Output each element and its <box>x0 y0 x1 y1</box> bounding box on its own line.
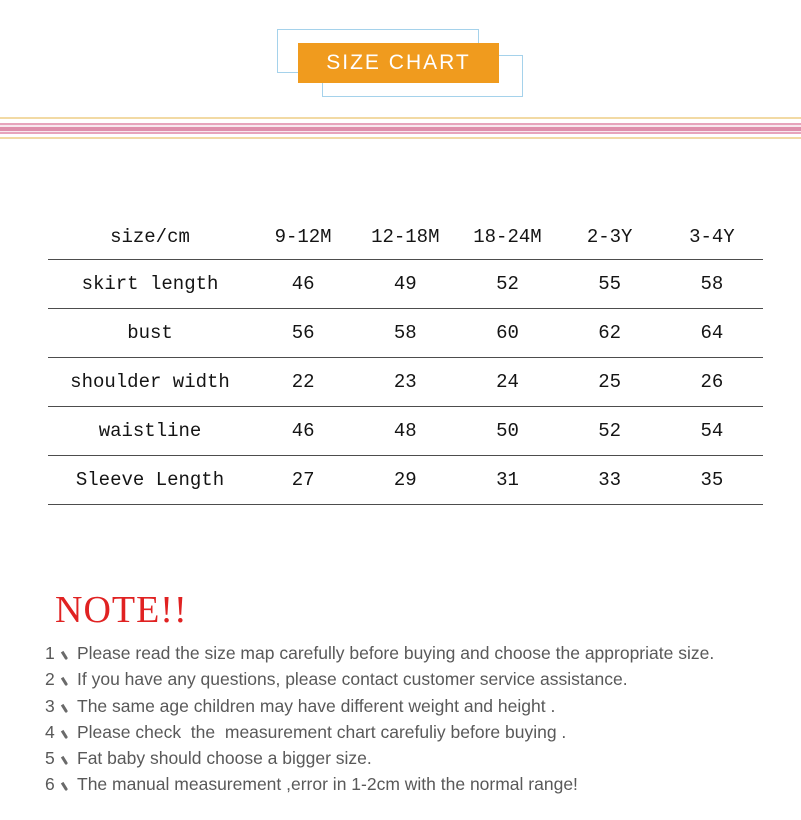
size-table-head <box>48 214 763 260</box>
measurement-value: 48 <box>354 407 456 456</box>
ribbon-stripe <box>0 137 801 139</box>
size-table-header-row <box>48 214 763 260</box>
note-item <box>45 745 714 771</box>
note-number: 1 <box>45 643 55 663</box>
row-label: shoulder width <box>48 358 252 407</box>
measurement-value: 25 <box>559 358 661 407</box>
measurement-value: 62 <box>559 309 661 358</box>
measurement-value: 46 <box>252 260 354 309</box>
note-title: NOTE!! <box>55 589 188 631</box>
note-item <box>45 666 714 692</box>
measurement-value: 55 <box>559 260 661 309</box>
note-item <box>45 771 714 797</box>
row-label: bust <box>48 309 252 358</box>
note-list <box>45 640 714 798</box>
table-row <box>48 407 763 456</box>
table-row <box>48 260 763 309</box>
measurement-value: 46 <box>252 407 354 456</box>
measurement-value: 58 <box>354 309 456 358</box>
note-number: 6 <box>45 774 55 795</box>
note-number: 2 <box>45 669 55 690</box>
measurement-value: 35 <box>661 456 763 505</box>
measurement-value: 54 <box>661 407 763 456</box>
measurement-value: 24 <box>456 358 558 407</box>
measurement-value: 60 <box>456 309 558 358</box>
measurement-value: 33 <box>559 456 661 505</box>
note-text: Please check the measurement chart carefuliy before buying . <box>77 721 567 742</box>
ideographic-comma-icon <box>60 649 69 661</box>
page-title: SIZE CHART <box>298 43 499 83</box>
measurement-value: 52 <box>456 260 558 309</box>
note-number: 5 <box>45 748 55 769</box>
decorative-ribbon <box>0 117 801 139</box>
ideographic-comma-icon <box>60 754 69 766</box>
row-label: skirt length <box>48 260 252 309</box>
note-text: If you have any questions, please contact customer service assistance. <box>77 669 628 690</box>
size-table <box>48 214 763 505</box>
note-item <box>45 719 714 745</box>
measurement-value: 27 <box>252 456 354 505</box>
ideographic-comma-icon <box>60 780 69 792</box>
table-row <box>48 456 763 505</box>
column-header-size: 3-4Y <box>661 214 763 260</box>
measurement-value: 50 <box>456 407 558 456</box>
column-header-size-unit: size/cm <box>48 214 252 260</box>
table-row <box>48 309 763 358</box>
measurement-value: 52 <box>559 407 661 456</box>
measurement-value: 29 <box>354 456 456 505</box>
note-number: 4 <box>45 721 55 742</box>
note-item <box>45 693 714 719</box>
row-label: waistline <box>48 407 252 456</box>
measurement-value: 26 <box>661 358 763 407</box>
ideographic-comma-icon <box>60 702 69 714</box>
measurement-value: 49 <box>354 260 456 309</box>
ideographic-comma-icon <box>60 675 69 687</box>
note-text: Please read the size map carefully before buying and choose the appropriate size. <box>77 643 715 663</box>
measurement-value: 58 <box>661 260 763 309</box>
ideographic-comma-icon <box>60 728 69 740</box>
note-text: The manual measurement ,error in 1-2cm with the normal range! <box>77 774 578 795</box>
column-header-size: 18-24M <box>456 214 558 260</box>
column-header-size: 9-12M <box>252 214 354 260</box>
measurement-value: 64 <box>661 309 763 358</box>
table-row <box>48 358 763 407</box>
column-header-size: 12-18M <box>354 214 456 260</box>
size-table-body <box>48 260 763 505</box>
column-header-size: 2-3Y <box>559 214 661 260</box>
note-number: 3 <box>45 695 55 716</box>
measurement-value: 31 <box>456 456 558 505</box>
note-text: Fat baby should choose a bigger size. <box>77 748 372 769</box>
measurement-value: 22 <box>252 358 354 407</box>
note-text: The same age children may have different weight and height . <box>77 695 556 716</box>
note-item <box>45 640 714 666</box>
measurement-value: 23 <box>354 358 456 407</box>
measurement-value: 56 <box>252 309 354 358</box>
row-label: Sleeve Length <box>48 456 252 505</box>
